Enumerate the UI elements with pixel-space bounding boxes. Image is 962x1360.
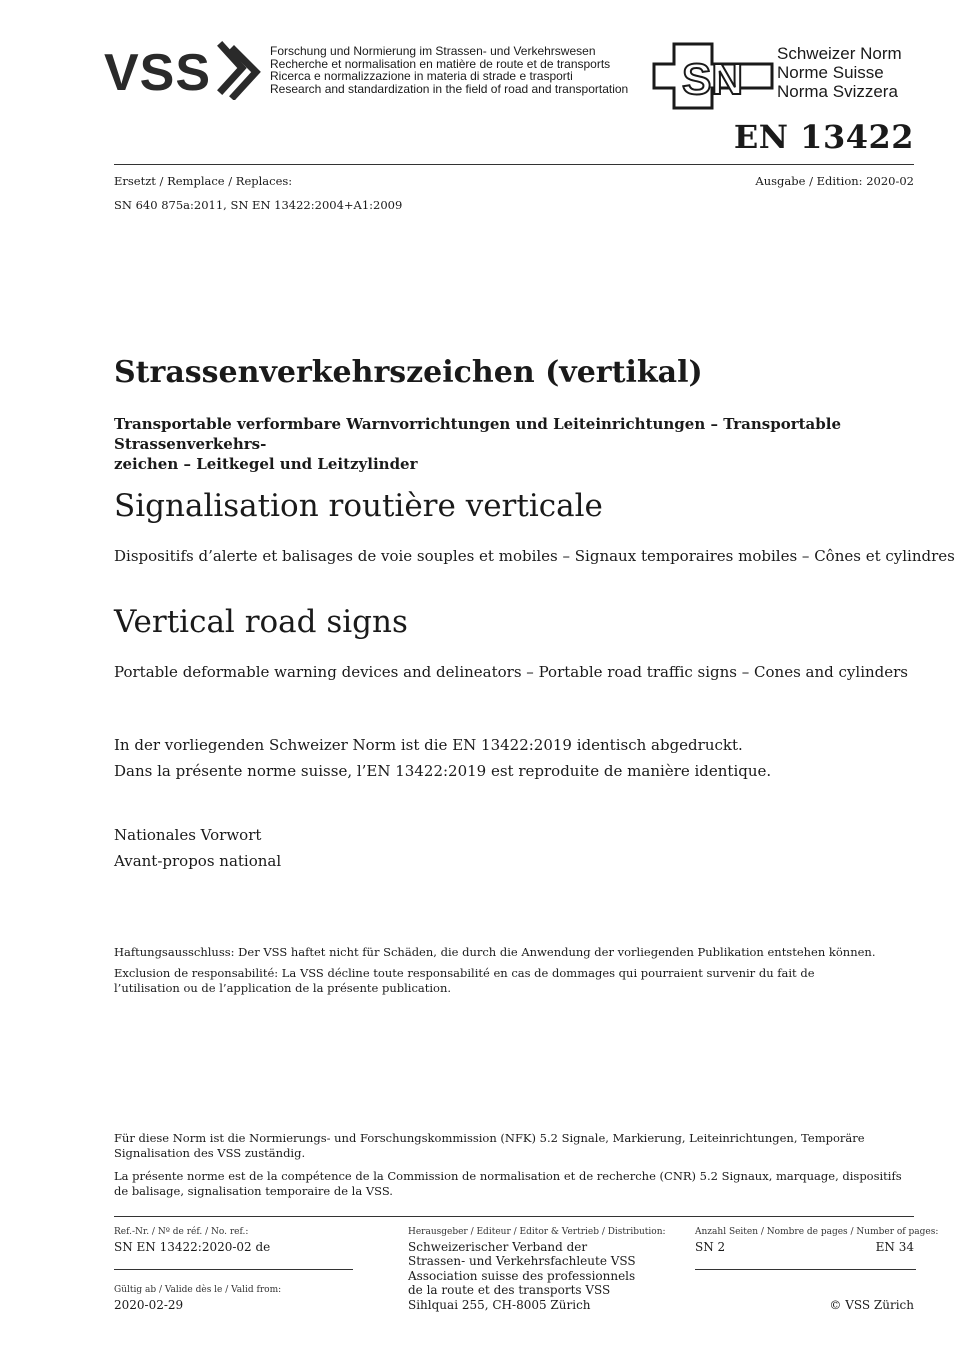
pages-divider [695,1269,916,1270]
footer-divider [114,1216,914,1217]
subtitle-fr: Dispositifs d’alerte et balisages de voie souples et mobiles – Signaux temporaires mobiles – Cônes et cylindres [114,547,955,565]
reference-divider [114,1269,353,1270]
sn-names [777,44,902,101]
vss-tagline-de: Forschung und Normierung im Strassen- und Verkehrswesen [270,44,596,58]
vss-tagline-en: Research and standardization in the field of road and transportation [270,81,629,96]
title-fr: Signalisation routière verticale [114,488,603,524]
edition-date: Ausgabe / Edition: 2020-02 [755,174,914,188]
valid-from-label: Gültig ab / Valide dès le / Valid from: [114,1285,282,1295]
disclaimer-fr: Exclusion de responsabilité: La VSS décline toute responsabilité en cas de dommages qui pourraient survenir du fait de l’utilisation ou de l’application de la présente publication. [114,966,815,995]
standard-number: EN 13422 [733,118,914,156]
title-en: Vertical road signs [114,604,408,640]
pages-label: Anzahl Seiten / Nombre de pages / Number of pages: [695,1227,939,1237]
responsibility-de: Für diese Norm ist die Normierungs- und Forschungskommission (NFK) 5.2 Signale, Markierung, Leiteinrichtungen, Temporäre Signalisation des VSS zuständig. [114,1131,865,1160]
publisher-address [408,1240,636,1312]
header-divider [114,164,914,165]
vss-arrow-icon [222,46,256,96]
sn-name-fr: Norme Suisse [777,63,884,82]
replaces-label: Ersetzt / Remplace / Replaces: [114,174,293,188]
identical-notice-fr: Dans la présente norme suisse, l’EN 13422:2019 est reproduite de manière identique. [114,762,772,780]
copyright: © VSS Zürich [829,1298,914,1312]
identical-notice-de: In der vorliegenden Schweizer Norm ist die EN 13422:2019 identisch abgedruckt. [114,736,743,754]
disclaimer-de: Haftungsausschluss: Der VSS haftet nicht für Schäden, die durch die Anwendung der vorliegenden Publikation entstehen können. [114,945,876,959]
title-de: Strassenverkehrszeichen (vertikal) [114,355,703,390]
vss-logo [104,40,264,100]
sn-logo [652,42,774,110]
sn-name-it: Norma Svizzera [777,82,898,101]
sn-name-de: Schweizer Norm [777,44,902,63]
vss-tagline-fr: Recherche et normalisation en matière de route et de transports [270,56,611,71]
publisher-line: Sihlquai 255, CH-8005 Zürich [408,1297,591,1312]
pages-en: EN 34 [875,1240,914,1254]
responsibility-fr: La présente norme est de la compétence de la Commission de normalisation et de recherche (CNR) 5.2 Signaux, marquage, dispositifs de balisage, signalisation temporaire de la VSS. [114,1169,902,1198]
reference-label: Ref.-Nr. / Nº de réf. / No. ref.: [114,1227,249,1237]
publisher-line: Association suisse des professionnels [408,1268,636,1283]
sn-logo-text: SN [682,55,744,104]
publisher-line: de la route et des transports VSS [408,1283,611,1298]
publisher-label: Herausgeber / Editeur / Editor & Vertrieb / Distribution: [408,1227,666,1237]
valid-from-value: 2020-02-29 [114,1298,184,1312]
foreword-fr: Avant-propos national [114,852,282,870]
replaces-value: SN 640 875a:2011, SN EN 13422:2004+A1:2009 [114,198,403,212]
reference-value: SN EN 13422:2020-02 de [114,1240,271,1254]
publisher-line: Strassen- und Verkehrsfachleute VSS [408,1254,636,1269]
subtitle-de [114,414,916,474]
vss-tagline-it: Ricerca e normalizzazione in materia di strade e trasporti [270,69,573,84]
vss-tagline [270,45,628,95]
pages-sn: SN 2 [695,1240,726,1254]
subtitle-en: Portable deformable warning devices and delineators – Portable road traffic signs – Cones and cylinders [114,663,909,681]
subtitle-de-line1: Transportable verformbare Warnvorrichtungen und Leiteinrichtungen – Transportable Strassenverkehrs- [114,415,842,453]
publisher-line: Schweizerischer Verband der [408,1240,588,1254]
vss-logo-text: VSS [104,44,212,100]
foreword-de: Nationales Vorwort [114,826,262,844]
subtitle-de-line2: zeichen – Leitkegel und Leitzylinder [114,455,418,473]
